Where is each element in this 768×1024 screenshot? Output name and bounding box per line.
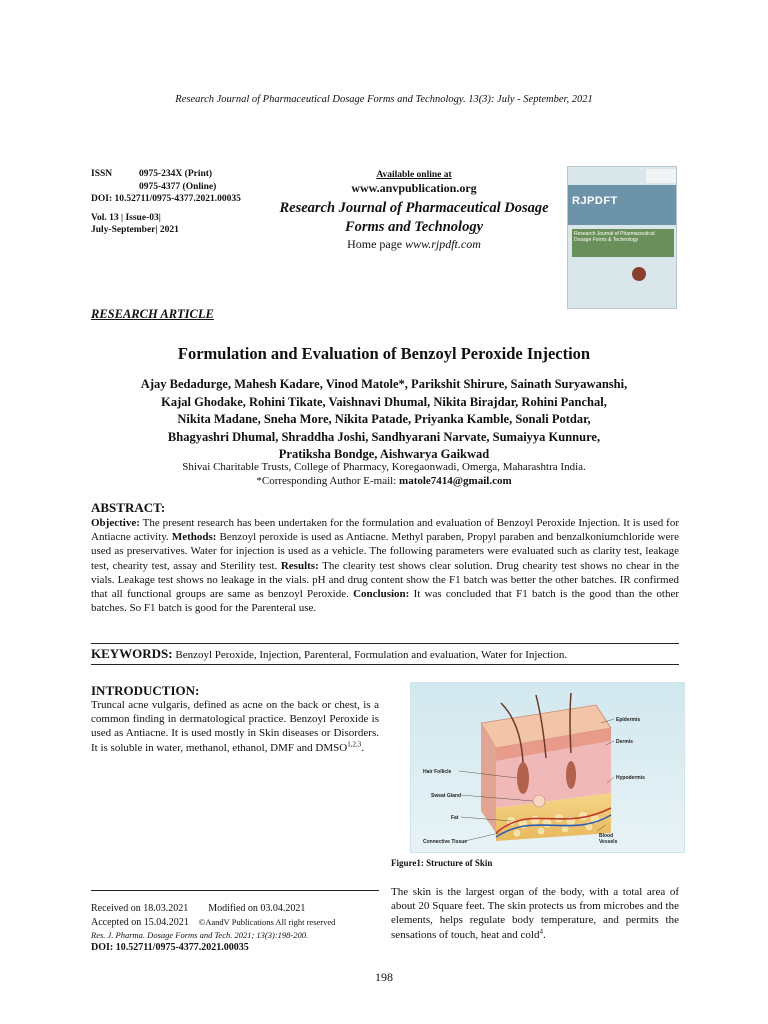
label-blood: Blood <box>599 833 614 839</box>
affiliation-text: Shivai Charitable Trusts, College of Pharmacy, Koregaonwadi, Omerga, Maharashtra India. <box>182 461 586 473</box>
label-fat: Fat <box>451 815 459 821</box>
introduction-body: Truncal acne vulgaris, defined as acne on the back or chest, is a common finding in dermatological practice. Benzoyl Peroxide is used as Antiacne. It is used mostly in Skin diseases or Disorders. It is soluble in water, methanol, ethanol, DMF and DMSO <box>91 699 379 754</box>
author-line: Nikita Madane, Sneha More, Nikita Patade, Priyanka Kamble, Sonali Potdar, <box>177 412 591 426</box>
footer-doi[interactable]: DOI: 10.52711/0975-4377.2021.00035 <box>91 941 249 953</box>
hair-follicle-shape-2 <box>566 761 576 789</box>
label-sweat-gland: Sweat Gland <box>431 793 462 799</box>
objective-text: The present research has been undertaken for the formulation and evaluation of Benzoyl Peroxide Injection. It is used for Antiacne activity. <box>91 517 679 544</box>
citation-text: Res. J. Pharma. Dosage Forms and Tech. 2021; 13(3):198-200. <box>91 930 309 940</box>
body-text-end: . <box>542 928 546 941</box>
keywords-label: KEYWORDS: <box>91 646 173 661</box>
journal-cover-image <box>567 166 677 309</box>
label-hypodermis: Hypodermis <box>616 775 645 781</box>
journal-name-line1: Research Journal of Pharmaceutical Dosage <box>279 200 549 216</box>
conclusion-text: It was concluded that F1 batch is the good than the other batches. So F1 batch is good for the Parenteral use. <box>91 588 679 615</box>
accepted-line <box>91 916 391 930</box>
corresponding-author <box>0 474 768 488</box>
skin-structure-figure <box>410 682 685 853</box>
label-hair-follicle: Hair Follicle <box>423 769 452 775</box>
home-page-label: Home page <box>347 237 403 251</box>
objective-label: Objective: <box>91 517 140 529</box>
cover-corner <box>646 169 676 183</box>
publisher-block <box>268 170 560 252</box>
publisher-site-link[interactable]: www.anvpublication.org <box>351 181 477 195</box>
keywords-top-rule <box>91 643 679 644</box>
author-line: Pratiksha Bondge, Aishwarya Gaikwad <box>278 447 490 461</box>
modified-date: Modified on 03.04.2021 <box>208 903 306 914</box>
received-dates <box>91 903 391 916</box>
author-line: Bhagyashri Dhumal, Shraddha Joshi, Sandhyarani Narvate, Sumaiyya Kunnure, <box>167 429 601 444</box>
label-dermis: Dermis <box>616 739 633 745</box>
corresponding-label: *Corresponding Author E-mail: <box>256 475 397 487</box>
page-number: 198 <box>375 970 393 984</box>
sweat-gland-shape <box>533 795 545 807</box>
available-online: Available online at <box>376 170 452 180</box>
issn-print: 0975-234X (Print) <box>139 169 213 179</box>
methods-label: Methods: <box>171 531 217 544</box>
cover-emblem-icon <box>632 267 646 281</box>
introduction-end: . <box>361 741 364 754</box>
abstract-heading: ABSTRACT: <box>91 500 166 515</box>
author-list <box>0 376 768 464</box>
meta-period: July-September| 2021 <box>91 225 179 235</box>
methods-text: Benzoyl peroxide is used as Antiacne. Methyl paraben, Propyl paraben and benzalkoniumchloride were used as preservatives. Water for injection is used as a vehicle. The following parameters were evaluated such as clarity test, leakage test, chearity test, assay and Sterility test. <box>91 531 679 572</box>
author-line: Kajal Ghodake, Rohini Tikate, Vaishnavi Dhumal, Nikita Birajdar, Rohini Panchal, <box>161 394 607 409</box>
introduction-refs: 1,2,3 <box>347 739 362 748</box>
keywords-text: Benzoyl Peroxide, Injection, Parenteral, Formulation and evaluation, Water for Injection. <box>172 649 568 661</box>
abstract-text <box>91 516 679 615</box>
received-block <box>91 903 391 954</box>
running-head: Research Journal of Pharmaceutical Dosage Forms and Technology. 13(3): July - September, 2021 <box>175 94 593 105</box>
results-label: Results: <box>280 559 319 572</box>
article-title: Formulation and Evaluation of Benzoyl Peroxide Injection <box>177 344 591 363</box>
introduction-text <box>91 698 379 755</box>
body-text <box>391 885 679 942</box>
cover-title: Research Journal of Pharmaceutical Dosage Forms & Technology <box>574 231 655 243</box>
figure-caption: Figure1: Structure of Skin <box>391 858 493 868</box>
issn-label: ISSN <box>91 169 113 179</box>
corresponding-email-link[interactable]: matole7414@gmail.com <box>399 475 512 487</box>
author-line: Ajay Bedadurge, Mahesh Kadare, Vinod Matole*, Parikshit Shirure, Sainath Suryawanshi, <box>140 377 628 391</box>
conclusion-label: Conclusion: <box>353 588 410 601</box>
accepted-date: Accepted on 15.04.2021 <box>91 916 189 928</box>
affiliation <box>0 460 768 488</box>
introduction-heading: INTRODUCTION: <box>91 683 200 698</box>
keywords-bottom-rule <box>91 664 679 665</box>
home-page-link[interactable]: www.rjpdft.com <box>405 237 481 251</box>
skin-diagram <box>411 683 685 853</box>
label-epidermis: Epidermis <box>616 717 641 723</box>
home-page <box>268 237 560 252</box>
body-text-ref: 4 <box>539 926 543 935</box>
received-date: Received on 18.03.2021 <box>91 903 189 914</box>
label-vessels: Vessels <box>599 839 618 845</box>
received-rule <box>91 890 379 891</box>
keywords <box>91 647 679 662</box>
cover-logo: RJPDFT <box>572 195 618 207</box>
hair-follicle-shape <box>517 762 529 794</box>
article-type: RESEARCH ARTICLE <box>91 307 214 321</box>
journal-name <box>268 199 560 237</box>
label-connective-tissue: Connective Tissue <box>423 839 468 845</box>
issn-online: 0975-4377 (Online) <box>139 181 217 192</box>
copyright-text: ©AandV Publications All right reserved <box>198 916 336 927</box>
meta-volume: Vol. 13 | Issue-03| <box>91 212 161 223</box>
journal-meta <box>91 168 241 237</box>
results-text: The clearity test shows clear solution. Drug chearity test shows no chear in the vials. Leakage test shows no leakage in the vials. pH and drug content show the F1 batch was better the other batches. IR confirmed that all functional groups are same as benzoyl Peroxide. <box>91 559 679 601</box>
body-text-content: The skin is the largest organ of the body, with a total area of about 20 Square feet. The skin protects us from microbes and the elements, helps regulate body temperature, and permits the sensations of touch, heat and cold <box>391 886 679 941</box>
journal-name-line2: Forms and Technology <box>344 219 484 235</box>
meta-doi: DOI: 10.52711/0975-4377.2021.00035 <box>91 194 241 204</box>
